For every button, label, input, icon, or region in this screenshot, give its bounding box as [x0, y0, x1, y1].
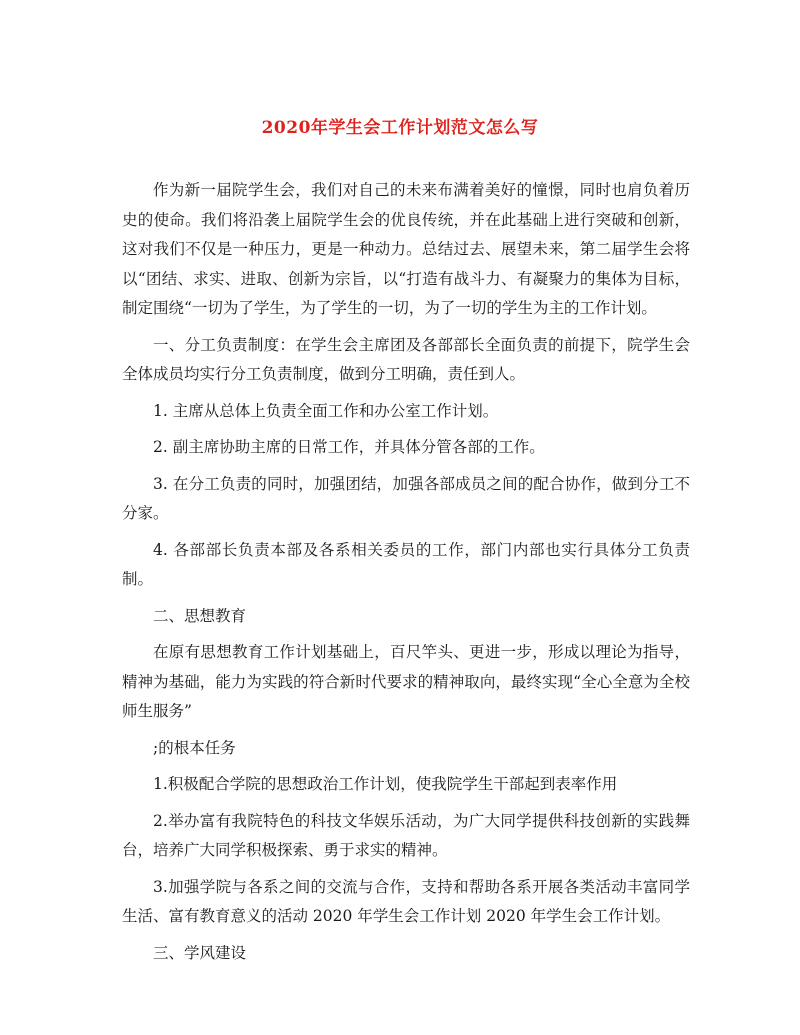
section-heading-division-of-labor: 一、分工负责制度：在学生会主席团及各部部长全面负责的前提下，院学生会全体成员均实行分工负责制度，做到分工明确，责任到人。	[122, 335, 690, 383]
intro-paragraph: 作为新一届院学生会，我们对自己的未来布满着美好的憧憬，同时也肩负着历史的使命。我们将沿袭上届院学生会的优良传统，并在此基础上进行突破和创新，这对我们不仅是一种压力，更是一种动力。总结过去、展望未来，第二届学生会将以“团结、求实、进取、创新为宗旨，以“打造有战斗力、有凝聚力的集体为目标，制定围绕“一切为了学生，为了学生的一切，为了一切的学生为主的工作计划。	[122, 181, 690, 317]
list-item: 2.举办富有我院特色的科技文华娱乐活动，为广大同学提供科技创新的实践舞台，培养广大同学积极探索、勇于求实的精神。	[122, 811, 690, 859]
document-title: 2020年学生会工作计划范文怎么写	[261, 118, 539, 138]
section-heading-ideological-education: 二、思想教育	[153, 606, 247, 625]
list-item: 4. 各部部长负责本部及各系相关委员的工作，部门内部也实行具体分工负责制。	[122, 540, 690, 588]
document-body	[122, 176, 690, 975]
list-item: 1.积极配合学院的思想政治工作计划，使我院学生干部起到表率作用	[153, 775, 618, 793]
list-item: 3.加强学院与各系之间的交流与合作，支持和帮助各系开展各类活动丰富同学生活、富有教育意义的活动 2020 年学生会工作计划 2020 年学生会工作计划。	[122, 877, 690, 925]
ideology-paragraph: 在原有思想教育工作计划基础上，百尺竿头、更进一步，形成以理论为指导，精神为基础，能力为实践的符合新时代要求的精神取向，最终实现“全心全意为全校师生服务”	[122, 643, 690, 720]
list-item: 1. 主席从总体上负责全面工作和办公室工作计划。	[153, 401, 499, 420]
fundamental-task-line: ;的根本任务	[153, 738, 236, 757]
list-item: 2. 副主席协助主席的日常工作，并具体分管各部的工作。	[153, 438, 545, 456]
section-heading-study-style: 三、学风建设	[153, 943, 247, 962]
list-item: 3. 在分工负责的同时，加强团结，加强各部成员之间的配合协作，做到分工不分家。	[122, 474, 690, 522]
